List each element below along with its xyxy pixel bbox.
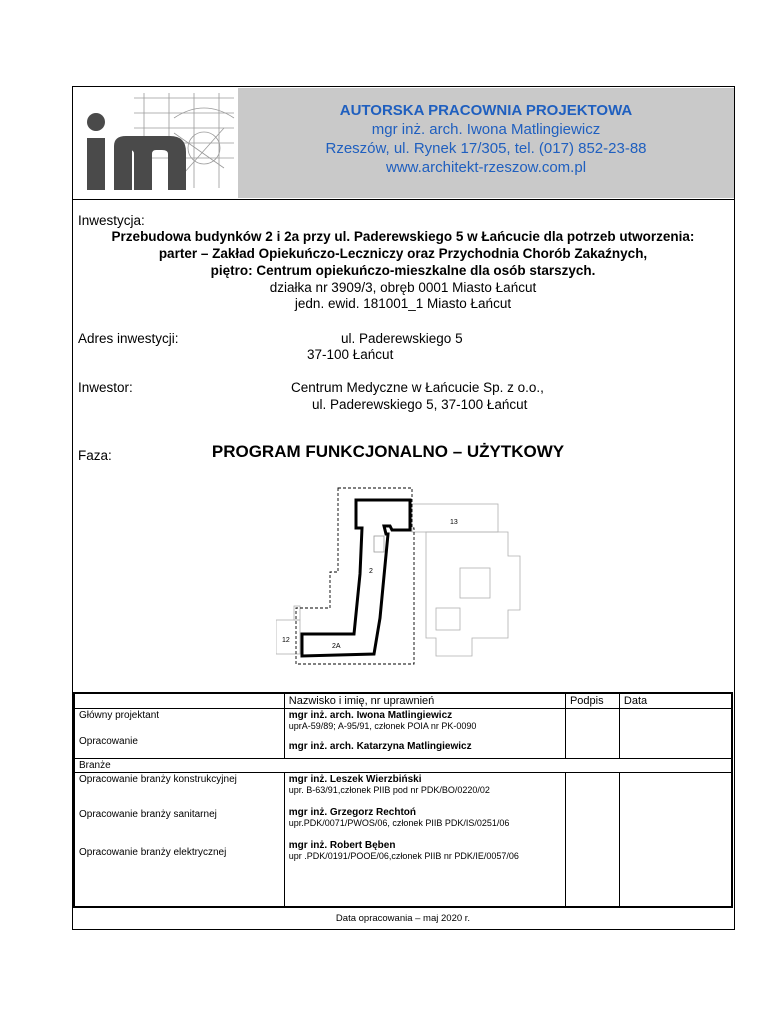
map-label-12: 12 — [282, 637, 290, 644]
address-label: Adres inwestycji: — [78, 331, 179, 346]
branch-signature-cell — [565, 773, 619, 907]
investor-address: ul. Paderewskiego 5, 37-100 Łańcut — [312, 397, 528, 412]
table-row-branch-roles — [74, 773, 284, 907]
table-row — [74, 709, 732, 759]
map-label-2: 2 — [369, 568, 373, 575]
company-address: Rzeszów, ul. Rynek 17/305, tel. (017) 852-23-88 — [325, 140, 647, 157]
logo-graphic — [74, 88, 238, 198]
table-row-branch-names — [284, 773, 565, 907]
table-row-roles — [74, 709, 284, 759]
signature-cell — [565, 709, 619, 759]
investor-name: Centrum Medyczne w Łańcucie Sp. z o.o., — [291, 380, 544, 395]
table-header-row — [74, 693, 732, 709]
role-preparation: Opracowanie — [79, 736, 138, 747]
preparation-date: Data opracowania – maj 2020 r. — [335, 913, 471, 924]
structural-license: upr. B-63/91,członek PIIB pod nr PDK/BO/0220/02 — [288, 785, 490, 795]
map-label-2a: 2A — [332, 643, 341, 650]
phase-title: PROGRAM FUNKCJONALNO – UŻYTKOWY — [211, 442, 565, 461]
investment-line1: Przebudowa budynków 2 i 2a przy ul. Paderewskiego 5 w Łańcucie dla potrzeb utworzenia: — [111, 229, 695, 244]
investment-label: Inwestycja: — [78, 213, 145, 228]
signature-table — [73, 692, 733, 908]
sanitary-name: mgr inż. Grzegorz Rechtoń — [288, 807, 417, 818]
table-row-names — [284, 709, 565, 759]
date-cell — [619, 709, 732, 759]
branches-label: Branże — [74, 759, 732, 773]
electrical-license: upr .PDK/0191/POOE/06,członek PIIB nr PDK/IE/0057/06 — [288, 851, 519, 861]
electrical-name: mgr inż. Robert Bęben — [288, 840, 396, 851]
main-designer-name: mgr inż. arch. Iwona Matlingiewicz — [288, 710, 453, 721]
investment-plot: działka nr 3909/3, obręb 0001 Miasto Łańcut — [269, 280, 537, 295]
buildings-2-2a — [302, 500, 410, 656]
company-website[interactable]: www.architekt-rzeszow.com.pl — [385, 159, 587, 176]
phase-label: Faza: — [78, 448, 112, 463]
table-header-name: Nazwisko i imię, nr uprawnień — [284, 693, 565, 709]
preparation-name: mgr inż. arch. Katarzyna Matlingiewicz — [288, 741, 472, 752]
investment-line2: parter – Zakład Opiekuńczo-Leczniczy oraz Przychodnia Chorób Zakaźnych, — [158, 246, 648, 261]
company-name: AUTORSKA PRACOWNIA PROJEKTOWA — [339, 102, 633, 119]
table-row — [74, 759, 732, 773]
table-row — [74, 773, 732, 907]
company-header — [238, 88, 734, 198]
site-map — [276, 478, 536, 668]
address-city: 37-100 Łańcut — [307, 347, 394, 362]
table-header-date: Data — [619, 693, 732, 709]
structural-name: mgr inż. Leszek Wierzbiński — [288, 774, 422, 785]
company-logo — [74, 88, 238, 198]
investment-unit: jedn. ewid. 181001_1 Miasto Łańcut — [294, 296, 512, 311]
investor-label: Inwestor: — [78, 380, 133, 395]
table-header-empty — [74, 693, 284, 709]
table-header-signature: Podpis — [565, 693, 619, 709]
role-sanitary: Opracowanie branży sanitarnej — [79, 809, 217, 820]
branch-date-cell — [619, 773, 732, 907]
role-structural: Opracowanie branży konstrukcyjnej — [79, 774, 237, 785]
logo-dot-icon — [87, 113, 105, 131]
map-label-13: 13 — [450, 519, 458, 526]
investment-line3: piętro: Centrum opiekuńczo-mieszkalne dla osób starszych. — [210, 263, 596, 278]
role-electrical: Opracowanie branży elektrycznej — [79, 847, 227, 858]
main-designer-license: uprA-59/89; A-95/91, członek POIA nr PK-0090 — [288, 721, 477, 731]
address-street: ul. Paderewskiego 5 — [341, 331, 463, 346]
architect-name: mgr inż. arch. Iwona Matlingiewicz — [371, 121, 601, 138]
sanitary-license: upr.PDK/0071/PWOS/06, członek PIIB PDK/IS/0251/06 — [288, 818, 510, 828]
role-main-designer: Główny projektant — [79, 710, 160, 721]
